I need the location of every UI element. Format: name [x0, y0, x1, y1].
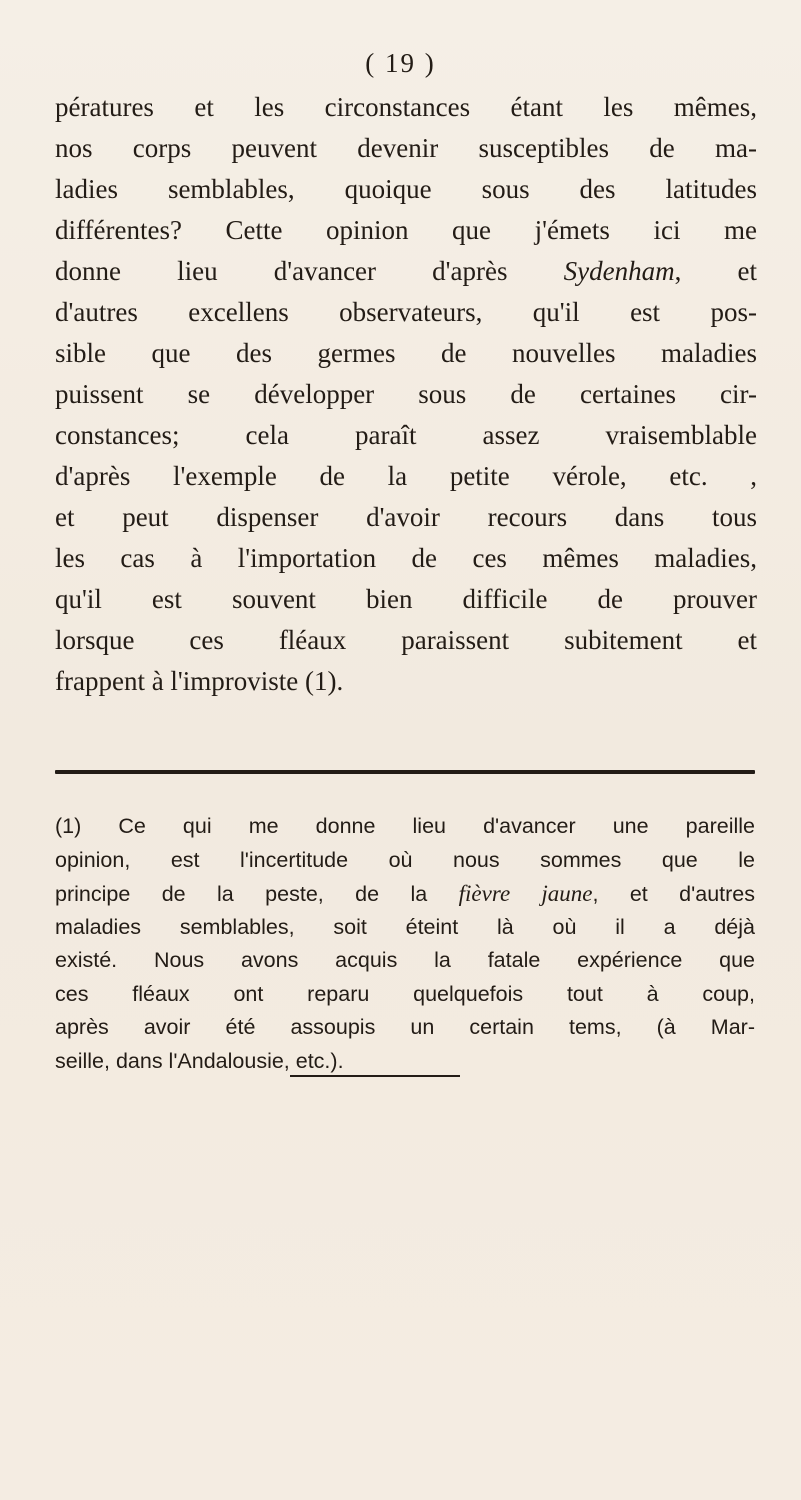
text-segment: donne lieu d'avancer d'après: [55, 256, 564, 286]
footnote-line: après avoir été assoupis un certain tems, (à Mar-: [55, 1015, 755, 1039]
text-segment: principe de la peste, de la: [55, 882, 459, 906]
footnote-line-with-italic: [55, 877, 755, 911]
text-line: lorsque ces fléaux paraissent subitement et: [55, 625, 757, 655]
page-number: ( 19 ): [365, 48, 436, 78]
text-line: différentes? Cette opinion que j'émets ici me: [55, 215, 757, 245]
text-line: sible que des germes de nouvelles maladies: [55, 338, 757, 368]
text-segment: , et: [674, 256, 757, 286]
main-text-block: [55, 87, 757, 702]
end-rule: [290, 1075, 460, 1077]
footnote-block: [55, 810, 755, 1078]
text-line: puissent se développer sous de certaines cir-: [55, 379, 757, 409]
text-line: d'après l'exemple de la petite vérole, etc. ,: [55, 461, 757, 491]
text-line: d'autres excellens observateurs, qu'il est pos-: [55, 297, 757, 327]
footnote-line: opinion, est l'incertitude où nous sommes que le: [55, 847, 755, 872]
text-line: ladies semblables, quoique sous des latitudes: [55, 174, 757, 204]
footnote-separator-rule: [55, 770, 755, 774]
author-name-sydenham: Sydenham: [563, 256, 675, 286]
text-segment: , et d'autres: [592, 882, 756, 906]
italic-fievre-jaune: fièvre jaune: [458, 881, 593, 906]
text-line: et peut dispenser d'avoir recours dans tous: [55, 502, 757, 532]
text-line-with-name: [55, 251, 757, 292]
text-line: les cas à l'importation de ces mêmes maladies,: [55, 543, 757, 573]
text-line-last: frappent à l'improviste (1).: [55, 666, 344, 696]
text-line: pératures et les circonstances étant les mêmes,: [55, 92, 757, 122]
text-line: nos corps peuvent devenir susceptibles de ma-: [55, 133, 757, 163]
text-line: qu'il est souvent bien difficile de prouver: [55, 584, 757, 614]
footnote-line: ces fléaux ont reparu quelquefois tout à coup,: [55, 981, 755, 1006]
footnote-line: maladies semblables, soit éteint là où il a déjà: [55, 914, 755, 939]
footnote-line: (1) Ce qui me donne lieu d'avancer une pareille: [55, 814, 755, 838]
footnote-line-last: seille, dans l'Andalousie, etc.).: [55, 1048, 344, 1073]
text-line: constances; cela paraît assez vraisemblable: [55, 420, 757, 450]
footnote-line: existé. Nous avons acquis la fatale expérience que: [55, 948, 755, 972]
